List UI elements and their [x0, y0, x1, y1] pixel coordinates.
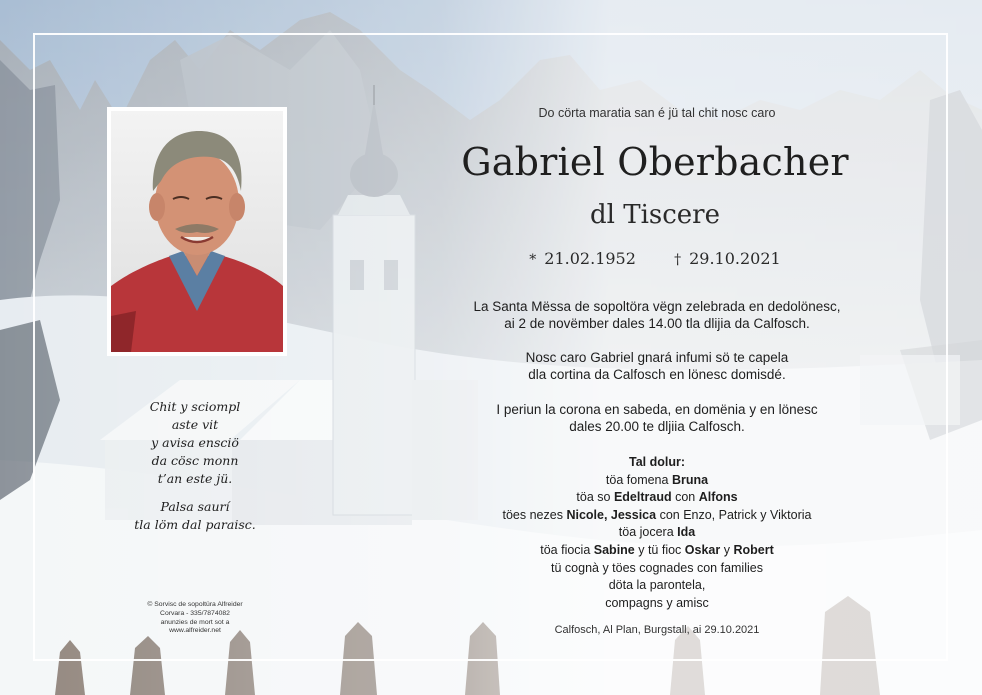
prayer-line-1: I periun la corona en sabeda, en domënia y en lönesc — [496, 402, 818, 417]
mourners-heading: Tal dolur: — [628, 455, 685, 469]
credit-line: Corvara - 335/7874082 — [160, 609, 230, 617]
mourners-list — [432, 454, 882, 612]
mourner-line: döta la parontela, — [608, 578, 706, 593]
portrait-photo — [107, 107, 287, 356]
mourner-line: tü cognà y töes cognades con families — [551, 560, 763, 575]
chapel-line-1: Nosc caro Gabriel gnará infumi sö te capela — [525, 350, 789, 365]
life-dates — [520, 249, 790, 268]
poem-line: tla löm dal paraisc. — [134, 517, 256, 532]
credit-line: anunzies de mort sot a — [160, 618, 230, 626]
chapel-line-2: dla cortina da Calfosch en lönesc domisdé. — [528, 367, 786, 382]
chapel-paragraph — [432, 349, 882, 383]
poem-line: t’an este jü. — [157, 471, 233, 486]
mourner-line: töa so Edeltraud con Alfons — [576, 490, 738, 505]
funeral-mass-paragraph — [432, 298, 882, 332]
deceased-name: Gabriel Oberbacher — [461, 140, 849, 184]
mass-line-2: ai 2 de novëmber dales 14.00 tla dlijia da Calfosch. — [504, 316, 810, 331]
birth-date: 21.02.1952 — [544, 249, 636, 268]
credit-website-link[interactable]: www.alfreider.net — [169, 627, 221, 635]
poem-line: da cösc monn — [151, 453, 239, 468]
memorial-poem — [100, 398, 290, 534]
poem-line: Chit y sciompl — [149, 399, 241, 414]
funeral-service-credit — [115, 601, 275, 636]
prayer-paragraph — [432, 401, 882, 435]
portrait-image — [111, 111, 283, 352]
death-cross-icon: † — [674, 252, 682, 268]
mourner-line: töes nezes Nicole, Jessica con Enzo, Patrick y Viktoria — [502, 507, 812, 522]
death-date: 29.10.2021 — [689, 249, 781, 268]
birth-star-icon: * — [529, 252, 537, 268]
house-name: dl Tiscere — [590, 200, 720, 230]
poem-line: y avisa ensciö — [151, 435, 239, 450]
poem-line: Palsa saurí — [160, 499, 230, 514]
mourner-line: töa fiocia Sabine y tü fioc Oskar y Robert — [540, 542, 774, 557]
prayer-line-2: dales 20.00 te dljiia Calfosch. — [569, 419, 745, 434]
mass-line-1: La Santa Mëssa de sopoltöra vëgn zelebrada en dedolönesc, — [473, 299, 841, 314]
mourner-line: töa jocera Ida — [618, 525, 696, 540]
credit-line: © Sorvisc de sopoltüra Alfreider — [147, 601, 243, 608]
place-and-date: Calfosch, Al Plan, Burgstall, ai 29.10.2021 — [554, 624, 760, 636]
intro-text: Do cörta maratia san é jü tal chit nosc caro — [538, 106, 776, 120]
mourner-line: compagns y amisc — [605, 595, 709, 610]
poem-line: aste vit — [171, 417, 219, 432]
mourner-line: töa fomena Bruna — [605, 472, 709, 487]
